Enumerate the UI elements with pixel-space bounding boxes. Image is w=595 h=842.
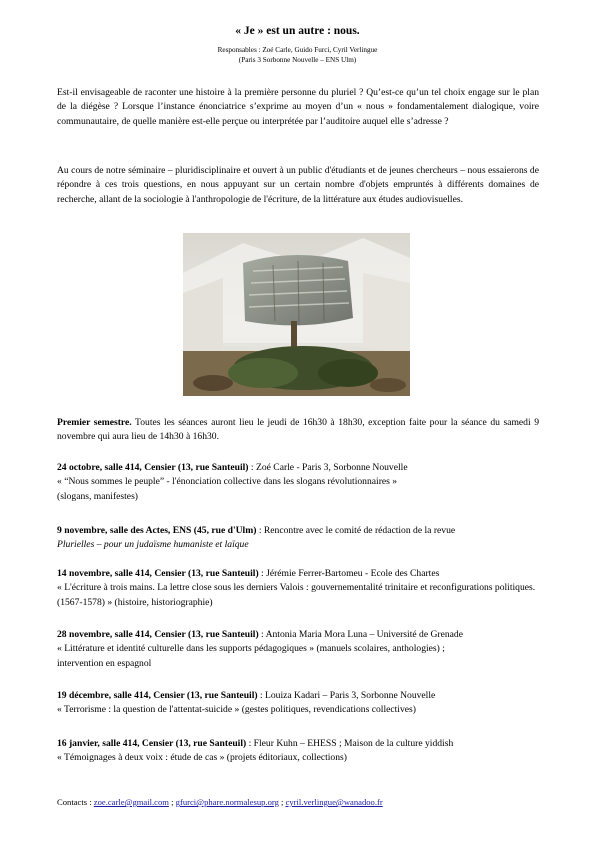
session-topic: « L'écriture à trois mains. La lettre close sous les derniers Valois : gouvernementalité trinitaire et reconfigurations politiques. (1567-1578) » (histoire, historiographie)	[57, 582, 536, 608]
session-date-place: 14 novembre, salle 414, Censier (13, rue Santeuil)	[57, 568, 259, 579]
responsables-line: Responsables : Zoé Carle, Guido Furci, Cyril Verlingue	[217, 46, 378, 54]
session-item	[57, 737, 539, 766]
session-heading	[57, 524, 539, 538]
semester-label: Premier semestre.	[57, 417, 132, 428]
session-speaker: : Antonia Maria Mora Luna – Université de Grenade	[258, 629, 463, 640]
session-topic: « Témoignages à deux voix : étude de cas » (projets éditoriaux, collections)	[57, 752, 347, 764]
session-notes: (slogans, manifestes)	[57, 490, 138, 502]
session-heading	[57, 689, 539, 703]
email-link-guido[interactable]: gfurci@phare.normalesup.org	[175, 797, 279, 807]
intro-paragraph-1: Est-il envisageable de raconter une histoire à la première personne du pluriel ? Qu’est-ce qu’un tel choix engage sur le plan de la diégèse ? Lorsque l’instance énonciatrice s’exprime au moyen d’un « nous » fondamentalement dialogique, voire communautaire, de quelle manière est-elle perçue ou interprétée par l’auditoire auquel elle s’adresse ?	[57, 87, 539, 127]
session-heading	[57, 737, 539, 751]
contacts-line	[57, 796, 383, 808]
seminar-photo	[183, 233, 410, 396]
email-link-cyril[interactable]: cyril.verlingue@wanadoo.fr	[285, 797, 383, 807]
session-date-place: 28 novembre, salle 414, Censier (13, rue Santeuil)	[57, 629, 259, 640]
intro-paragraph-2: Au cours de notre séminaire – pluridisciplinaire et ouvert à un public d'étudiants et de jeunes chercheurs – nous essaierons de répondre à ces trois questions, en nous appuyant sur un certain nombre d'objets empruntés à différents domaines de recherche, allant de la sociologie à l'anthropologie de l'écriture, de la littérature aux études audiovisuelles.	[57, 165, 539, 205]
session-item	[57, 524, 539, 553]
semester-paragraph	[57, 416, 539, 445]
responsables-block	[0, 45, 595, 65]
contacts-label: Contacts :	[57, 797, 94, 807]
session-notes: intervention en espagnol	[57, 657, 152, 669]
session-date-place: 9 novembre, salle des Actes, ENS (45, rue d'Ulm)	[57, 525, 257, 536]
institutions-line: (Paris 3 Sorbonne Nouvelle – ENS Ulm)	[238, 56, 357, 64]
session-speaker: : Rencontre avec le comité de rédaction de la revue	[256, 525, 456, 536]
photo-tent-sculpture-icon	[183, 233, 410, 396]
contacts-separator: ;	[168, 797, 176, 807]
session-date-place: 24 octobre, salle 414, Censier (13, rue Santeuil)	[57, 462, 249, 473]
session-item	[57, 567, 539, 610]
session-heading	[57, 628, 539, 642]
session-date-place: 19 décembre, salle 414, Censier (13, rue Santeuil)	[57, 690, 258, 701]
page-title: « Je » est un autre : nous.	[235, 25, 360, 37]
session-item	[57, 461, 539, 504]
session-speaker: : Fleur Kuhn – EHESS ; Maison de la culture yiddish	[246, 738, 454, 749]
session-topic: Plurielles – pour un judaïsme humaniste et laïque	[57, 539, 249, 551]
session-date-place: 16 janvier, salle 414, Censier (13, rue Santeuil)	[57, 738, 247, 749]
session-topic: « “Nous sommes le peuple” - l'énonciation collective dans les slogans révolutionnaires »	[57, 476, 398, 488]
semester-text: Toutes les séances auront lieu le jeudi de 16h30 à 18h30, exception faite pour la séance du samedi 9 novembre qui aura lieu de 14h30 à 16h30.	[57, 417, 539, 443]
session-topic: « Littérature et identité culturelle dans les supports pédagogiques » (manuels scolaires, anthologies) ;	[57, 643, 445, 655]
session-item	[57, 689, 539, 718]
session-item	[57, 628, 539, 671]
session-speaker: : Jérémie Ferrer-Bartomeu - Ecole des Chartes	[258, 568, 440, 579]
contacts-separator: ;	[278, 797, 286, 807]
email-link-zoe[interactable]: zoe.carle@gmail.com	[93, 797, 169, 807]
session-heading	[57, 461, 539, 475]
session-heading	[57, 567, 539, 581]
session-speaker: : Zoé Carle - Paris 3, Sorbonne Nouvelle	[248, 462, 408, 473]
session-speaker: : Louiza Kadari – Paris 3, Sorbonne Nouvelle	[257, 690, 436, 701]
session-topic: « Terrorisme : la question de l'attentat-suicide » (gestes politiques, revendications collectives)	[57, 704, 416, 716]
